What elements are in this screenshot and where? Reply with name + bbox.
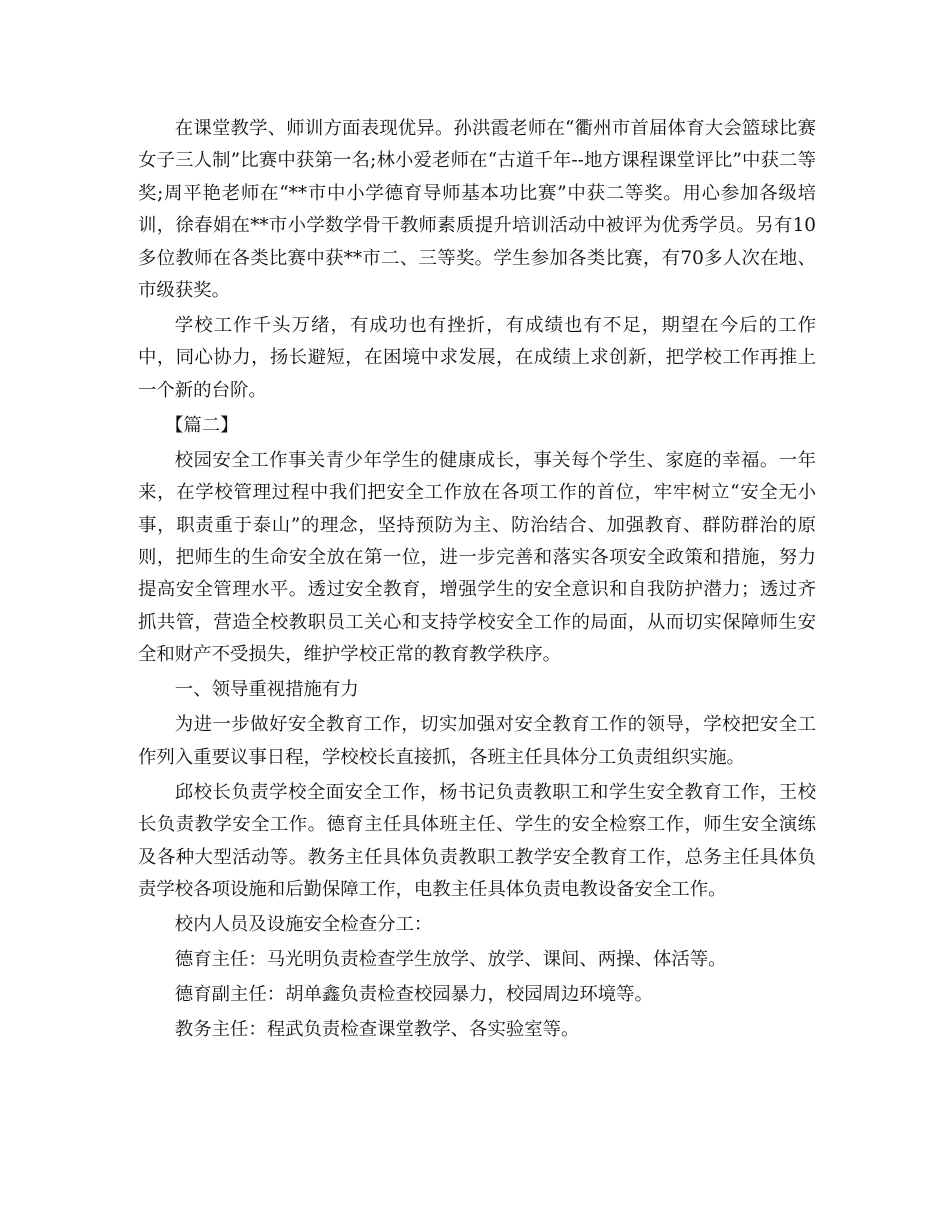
section-heading-part-two: 【篇二】 (165, 414, 239, 436)
list-item-academic-director: 教务主任：程武负责检查课堂教学、各实验室等。 (174, 1018, 580, 1040)
list-item-moral-director: 德育主任：马光明负责检查学生放学、放学、课间、两操、体活等。 (174, 948, 727, 970)
paragraph-awards: 在课堂教学、师训方面表现优异。孙洪霞老师在“衢州市首届体育大会篮球比赛女子三人制”比赛中获第一名;林小爱老师在“古道千年--地方课程课堂评比”中获二等奖;周平艳老师在“**市中小学德育导师基本功比赛”中获二等奖。用心参加各级培训，徐春娟在**市小学数学骨干教师素质提升培训活动中被评为优秀学员。另有10多位教师在各类比赛中获**市二、三等奖。学生参加各类比赛，有70多人次在地、市级获奖。 (138, 118, 816, 302)
paragraph-safety-intro: 校园安全工作事关青少年学生的健康成长，事关每个学生、家庭的幸福。一年来，在学校管理过程中我们把安全工作放在各项工作的首位，牢牢树立“安全无小事，职责重于泰山”的理念，坚持预防为主、防治结合、加强教育、群防群治的原则，把师生的生命安全放在第一位，进一步完善和落实各项安全政策和措施，努力提高安全管理水平。透过安全教育，增强学生的安全意识和自我防护潜力；透过齐抓共管，营造全校教职员工关心和支持学校安全工作的局面，从而切实保障师生安全和财产不受损失，维护学校正常的教育教学秩序。 (138, 449, 816, 666)
paragraph-outlook: 学校工作千头万绪，有成功也有挫折，有成绩也有不足，期望在今后的工作中，同心协力，扬长避短，在困境中求发展，在成绩上求创新，把学校工作再推上一个新的台阶。 (138, 315, 816, 401)
subheading-leadership: 一、领导重视措施有力 (174, 679, 359, 701)
paragraph-inspection-title: 校内人员及设施安全检查分工： (174, 913, 433, 935)
document-body (138, 113, 816, 1049)
paragraph-leadership: 为进一步做好安全教育工作，切实加强对安全教育工作的领导，学校把安全工作列入重要议事日程，学校校长直接抓，各班主任具体分工负责组织实施。 (138, 714, 816, 768)
list-item-moral-deputy: 德育副主任：胡单鑫负责检查校园暴力，校园周边环境等。 (174, 983, 653, 1005)
paragraph-responsibilities: 邱校长负责学校全面安全工作，杨书记负责教职工和学生安全教育工作，王校长负责教学安全工作。德育主任具体班主任、学生的安全检察工作，师生安全演练及各种大型活动等。教务主任具体负责教职工教学安全教育工作，总务主任具体负责学校各项设施和后勤保障工作，电教主任具体负责电教设备安全工作。 (138, 781, 816, 900)
